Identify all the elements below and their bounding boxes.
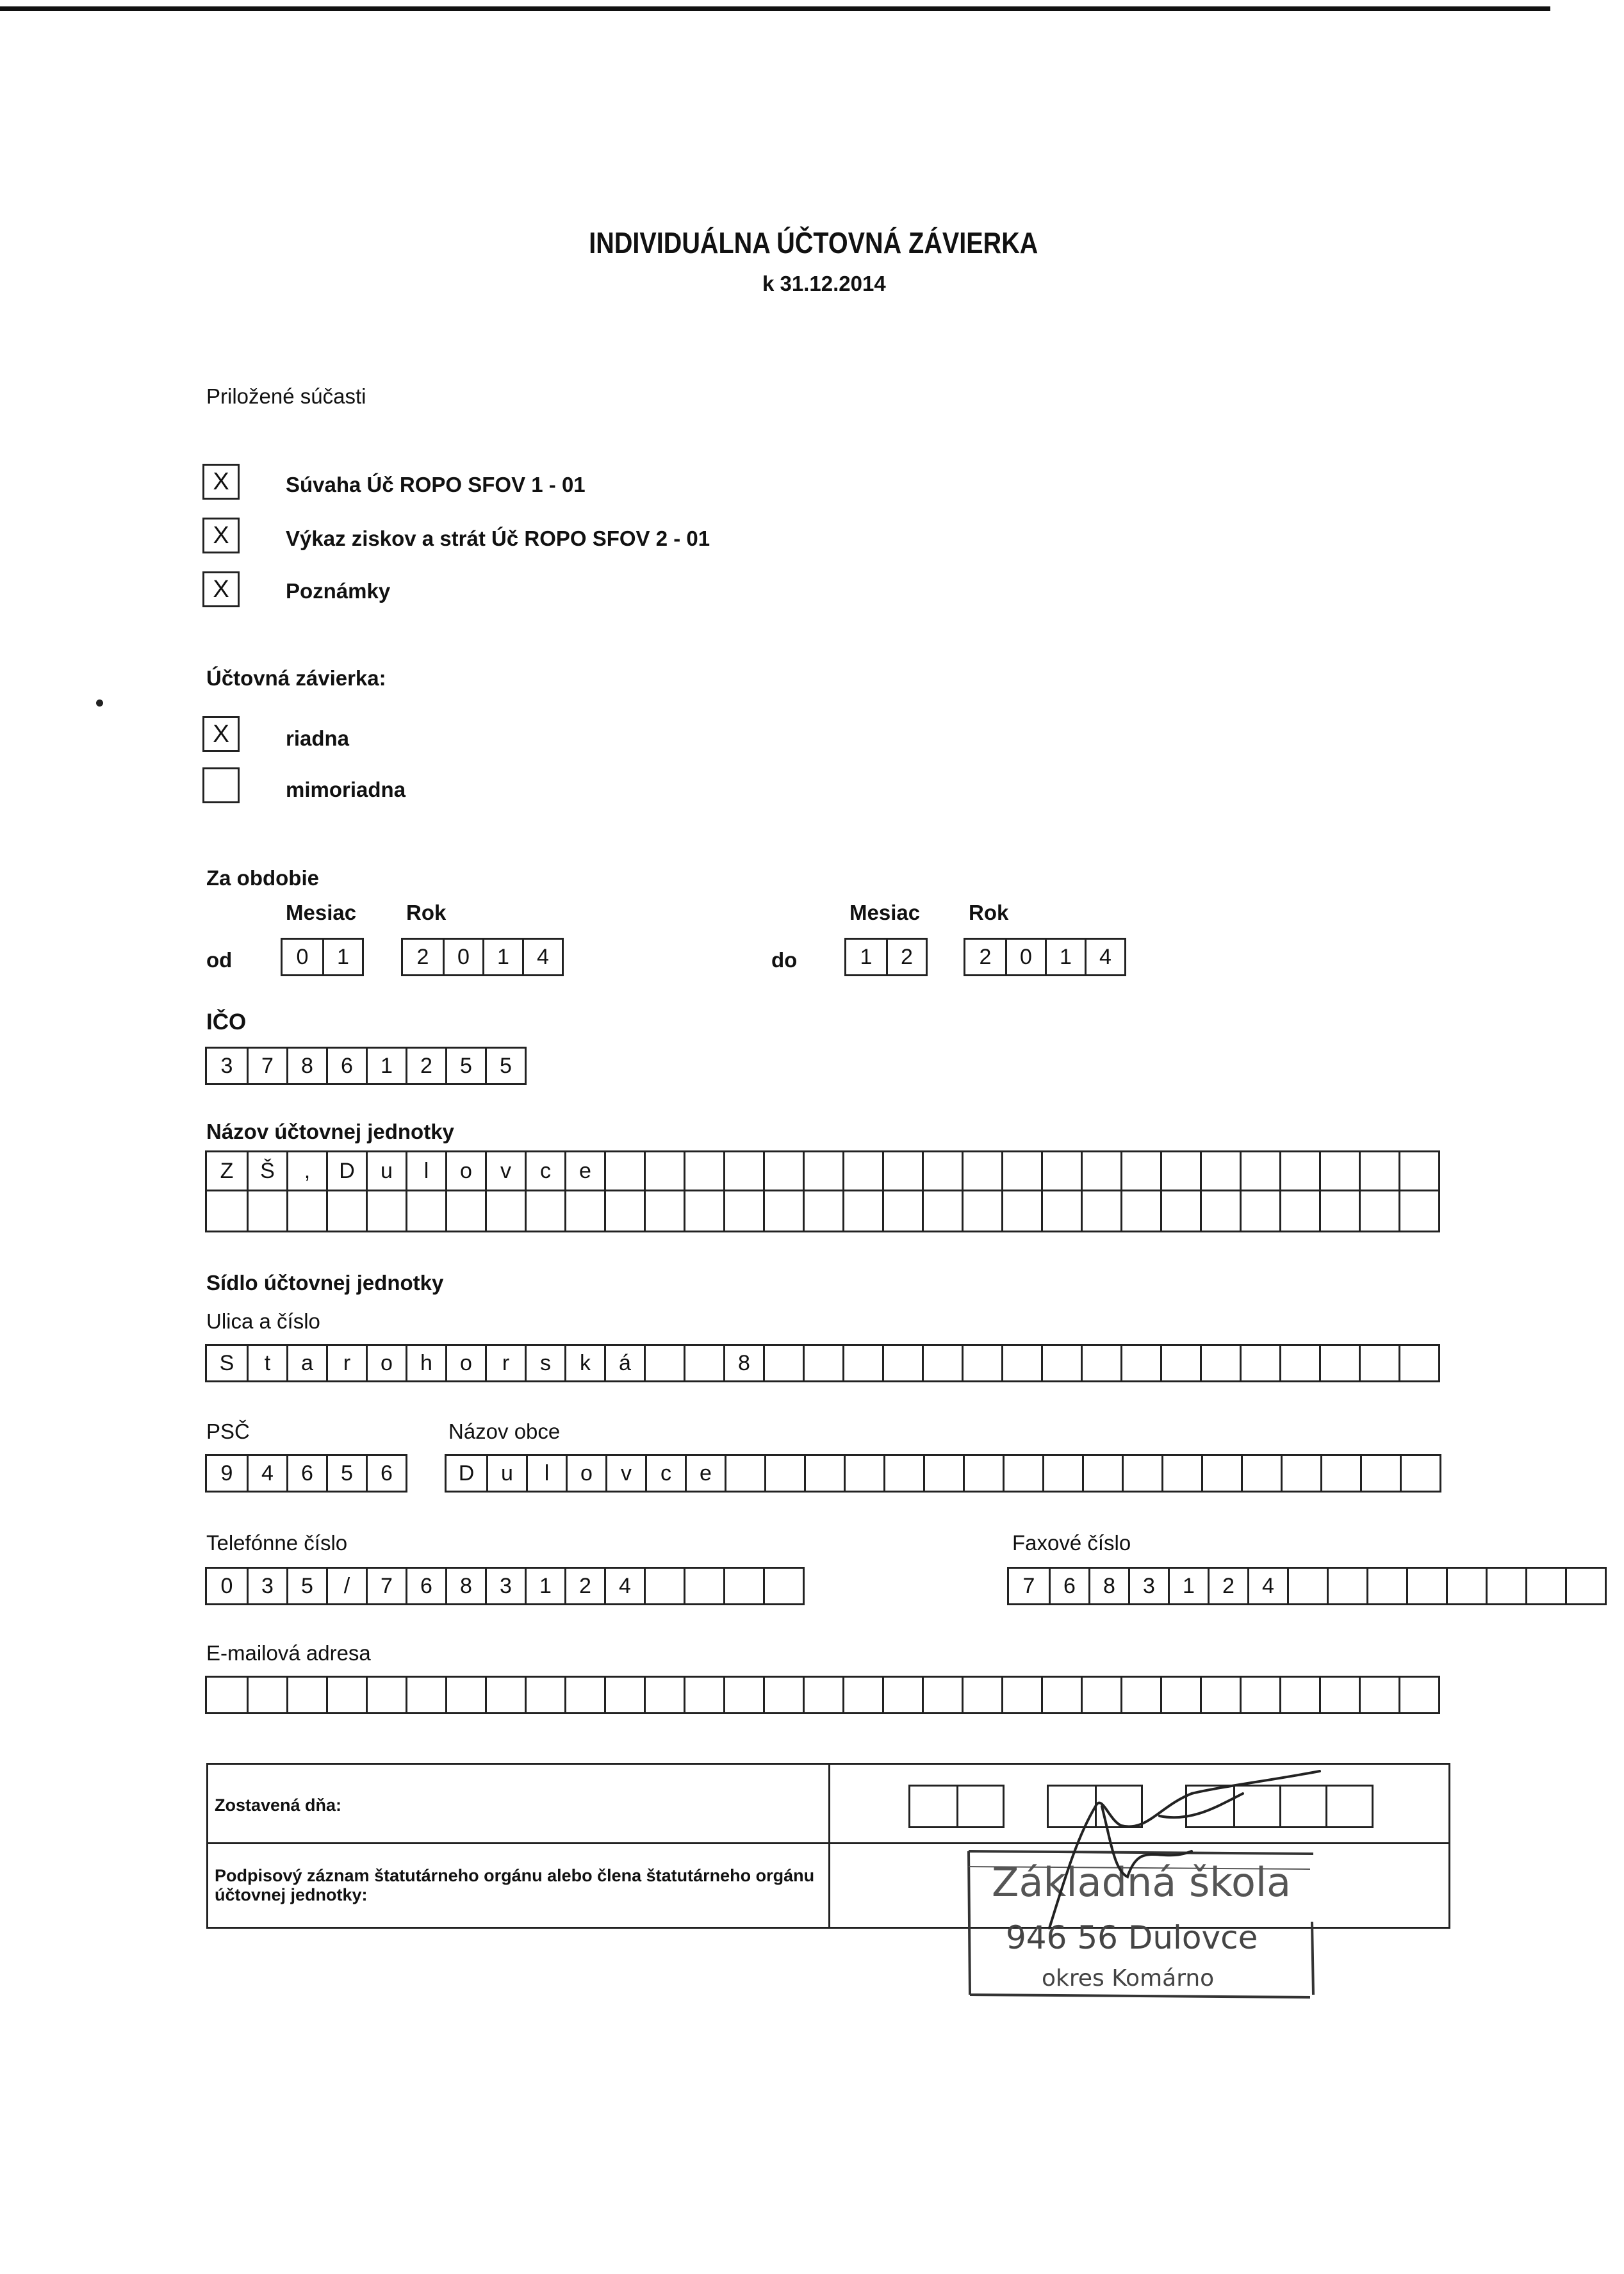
char-cell [485,1678,525,1712]
to-label: do [771,948,798,972]
char-cell [1360,1456,1400,1491]
compiled-day-field[interactable] [908,1785,1005,1828]
char-cell [763,1191,803,1231]
char-cell [644,1678,684,1712]
char-cell: 3 [485,1569,525,1603]
char-cell [247,1678,286,1712]
char-cell: e [564,1152,604,1190]
char-cell [564,1678,604,1712]
closing-date: k 31.12.2014 [762,272,886,295]
digit-cell: 1 [860,944,873,969]
from-month-field[interactable] [281,938,364,976]
fax-field[interactable] [1007,1567,1607,1605]
char-cell: o [445,1152,485,1190]
char-cell [1565,1569,1605,1603]
char-cell [1319,1346,1359,1380]
digit-cell: 2 [416,944,429,969]
char-cell: c [645,1456,685,1491]
char-cell [1041,1152,1081,1190]
city-field[interactable] [445,1454,1441,1493]
char-cell [1320,1456,1360,1491]
char-cell [1398,1191,1438,1231]
digit-cell: 5 [326,1456,366,1491]
char-cell [1281,1456,1320,1491]
seat-label: Sídlo účtovnej jednotky [206,1271,444,1295]
char-cell [1160,1346,1200,1380]
char-cell: 3 [1128,1569,1168,1603]
char-cell [604,1191,644,1231]
char-cell [1398,1152,1438,1190]
option-regular-label: riadna [286,726,350,750]
char-cell [723,1191,763,1231]
to-month-field[interactable] [844,938,928,976]
phone-label: Telefónne číslo [206,1531,348,1555]
char-cell [1160,1678,1200,1712]
char-cell [1081,1152,1120,1190]
char-cell [764,1456,804,1491]
char-cell [1319,1191,1359,1231]
char-cell [1200,1346,1240,1380]
char-cell [1003,1456,1042,1491]
char-cell: D [458,1460,475,1485]
char-cell: t [247,1346,286,1380]
char-cell: 8 [1088,1569,1128,1603]
char-cell [763,1569,803,1603]
char-cell [1359,1191,1398,1231]
char-cell [1001,1678,1041,1712]
char-cell [326,1191,366,1231]
char-cell [923,1456,963,1491]
char-cell [326,1678,366,1712]
char-cell [1486,1569,1525,1603]
char-cell [1201,1456,1241,1491]
char-cell [1279,1152,1319,1190]
char-cell [1200,1191,1240,1231]
char-cell [366,1191,406,1231]
char-cell: u [366,1152,406,1190]
attachment-notes-label: Poznámky [286,579,391,603]
psc-label: PSČ [206,1419,250,1443]
char-cell: 5 [286,1569,326,1603]
char-cell [1446,1569,1486,1603]
char-cell: 2 [564,1569,604,1603]
digit-cell: 0 [296,944,309,969]
char-cell: c [525,1152,564,1190]
char-cell [286,1678,326,1712]
char-cell [525,1678,564,1712]
char-cell [1041,1346,1081,1380]
char-cell [723,1152,763,1190]
entity-name-label: Názov účtovnej jednotky [206,1120,454,1143]
digit-cell: 6 [286,1456,326,1491]
char-cell [445,1191,485,1231]
digit-cell: 0 [1005,940,1045,974]
char-cell [763,1346,803,1380]
scan-dot [96,699,103,707]
stamp-line-3: okres Komárno [1042,1965,1215,1992]
option-extraordinary-label: mimoriadna [286,778,406,801]
char-cell [842,1678,882,1712]
char-cell: v [485,1152,525,1190]
char-cell: Š [247,1152,286,1190]
char-cell [882,1191,922,1231]
ico-field[interactable] [205,1047,527,1085]
char-cell: 0 [220,1573,233,1598]
char-cell [604,1152,644,1190]
char-cell [803,1191,842,1231]
digit-cell: 4 [247,1456,286,1491]
char-cell [1287,1569,1327,1603]
char-cell [684,1191,723,1231]
char-cell [1327,1569,1366,1603]
char-cell [207,1678,247,1712]
char-cell [1081,1678,1120,1712]
char-cell: l [406,1152,445,1190]
entity-name-field-row-2[interactable] [205,1191,1440,1232]
char-cell [1120,1346,1160,1380]
entity-name-field-row-1[interactable] [205,1150,1440,1191]
char-cell [1041,1678,1081,1712]
char-cell [604,1678,644,1712]
signature-table-divider [828,1765,830,1927]
digit-cell: 0 [443,940,482,974]
char-cell [842,1152,882,1190]
char-cell [882,1346,922,1380]
char-cell [1359,1152,1398,1190]
char-cell [684,1569,723,1603]
char-cell: s [525,1346,564,1380]
to-year-field[interactable] [964,938,1126,976]
digit-cell: 3 [220,1053,233,1078]
psc-field[interactable] [205,1454,407,1493]
ico-label: IČO [206,1010,247,1035]
digit-cell: 1 [322,940,362,974]
char-cell [1241,1456,1281,1491]
char-cell: v [605,1456,645,1491]
char-cell [962,1152,1001,1190]
char-cell [1122,1456,1161,1491]
date-cell [956,1787,1003,1826]
char-cell [962,1678,1001,1712]
date-cell [910,1787,956,1826]
closing-type-label: Účtovná závierka: [206,666,386,690]
char-cell: 1 [1168,1569,1208,1603]
from-month-header: Mesiac [286,901,357,924]
email-field[interactable] [205,1676,1440,1714]
attachment-balance-sheet-label: Súvaha Úč ROPO SFOV 1 - 01 [286,473,586,496]
attachments-label: Priložené súčasti [206,384,366,408]
char-cell: 6 [406,1569,445,1603]
signature-record-label: Podpisový záznam štatutárneho orgánu alebo člena štatutárneho orgánu účtovnej jednotky: [215,1866,815,1904]
char-cell [1319,1152,1359,1190]
char-cell [882,1678,922,1712]
char-cell [406,1678,445,1712]
checkbox-balance-sheet[interactable]: X [202,464,240,500]
digit-cell: 2 [979,944,992,969]
char-cell: o [366,1346,406,1380]
char-cell [1398,1678,1438,1712]
char-cell [1001,1152,1041,1190]
char-cell [1200,1678,1240,1712]
char-cell [803,1346,842,1380]
char-cell [1120,1152,1160,1190]
char-cell [1081,1346,1120,1380]
fax-label: Faxové číslo [1012,1531,1131,1555]
char-cell [763,1678,803,1712]
char-cell: u [486,1456,526,1491]
char-cell [1042,1456,1082,1491]
char-cell: 3 [247,1569,286,1603]
char-cell [207,1191,247,1231]
char-cell [803,1152,842,1190]
char-cell: l [526,1456,566,1491]
digit-cell: 5 [445,1049,485,1083]
char-cell [1081,1191,1120,1231]
digit-cell: 4 [1085,940,1124,974]
char-cell [644,1152,684,1190]
char-cell: 2 [1208,1569,1247,1603]
digit-cell: 8 [286,1049,326,1083]
from-label: od [206,948,233,972]
char-cell [1359,1346,1398,1380]
street-field[interactable] [205,1344,1440,1382]
char-cell: 7 [1022,1573,1035,1598]
char-cell [1041,1191,1081,1231]
char-cell [684,1346,723,1380]
char-cell [922,1678,962,1712]
char-cell [1279,1191,1319,1231]
char-cell: 6 [1049,1569,1088,1603]
char-cell [1398,1346,1438,1380]
char-cell [684,1152,723,1190]
char-cell: / [326,1569,366,1603]
char-cell [684,1678,723,1712]
attachment-profit-loss-label: Výkaz ziskov a strát Úč ROPO SFOV 2 - 01 [286,527,710,550]
street-label: Ulica a číslo [206,1309,320,1333]
char-cell: , [286,1152,326,1190]
char-cell: 8 [723,1346,763,1380]
digit-cell: 6 [366,1456,406,1491]
char-cell: h [406,1346,445,1380]
digit-cell: 6 [326,1049,366,1083]
to-year-header: Rok [969,901,1009,924]
char-cell: o [445,1346,485,1380]
char-cell [1160,1191,1200,1231]
char-cell [1240,1346,1279,1380]
digit-cell: 1 [366,1049,406,1083]
char-cell [1001,1346,1041,1380]
char-cell [962,1346,1001,1380]
char-cell [723,1569,763,1603]
email-label: E-mailová adresa [206,1641,371,1665]
digit-cell: 1 [482,940,522,974]
char-cell [725,1456,764,1491]
char-cell: 4 [1247,1569,1287,1603]
char-cell [1366,1569,1406,1603]
checkbox-regular[interactable]: X [202,716,240,752]
digit-cell: 4 [522,940,562,974]
char-cell [1200,1152,1240,1190]
char-cell [883,1456,923,1491]
char-cell [1279,1678,1319,1712]
char-cell [1240,1191,1279,1231]
char-cell [1279,1346,1319,1380]
char-cell [644,1191,684,1231]
to-month-header: Mesiac [849,901,921,924]
char-cell [1161,1456,1201,1491]
checkbox-notes[interactable]: X [202,571,240,607]
char-cell: S [219,1350,234,1375]
char-cell: o [566,1456,605,1491]
char-cell: k [564,1346,604,1380]
char-cell [644,1346,684,1380]
char-cell [763,1152,803,1190]
phone-field[interactable] [205,1567,805,1605]
char-cell [286,1191,326,1231]
char-cell [1240,1678,1279,1712]
char-cell [1120,1191,1160,1231]
handwritten-signature [999,1768,1333,1941]
char-cell [922,1191,962,1231]
char-cell [644,1569,684,1603]
char-cell [1406,1569,1446,1603]
char-cell [803,1678,842,1712]
char-cell: Z [220,1158,234,1183]
char-cell [406,1191,445,1231]
char-cell: 7 [366,1569,406,1603]
char-cell [1082,1456,1122,1491]
from-year-header: Rok [406,901,447,924]
char-cell [445,1678,485,1712]
from-year-field[interactable] [401,938,564,976]
char-cell: r [485,1346,525,1380]
char-cell [247,1191,286,1231]
digit-cell: 5 [485,1049,525,1083]
char-cell [1319,1678,1359,1712]
char-cell [882,1152,922,1190]
digit-cell: 7 [247,1049,286,1083]
checkbox-profit-loss[interactable]: X [202,518,240,553]
digit-cell: 2 [886,940,926,974]
page-title: INDIVIDUÁLNA ÚČTOVNÁ ZÁVIERKA [589,226,1038,259]
char-cell [1240,1152,1279,1190]
char-cell [1001,1191,1041,1231]
checkbox-extraordinary[interactable] [202,767,240,803]
top-scan-line [0,6,1550,11]
char-cell [1525,1569,1565,1603]
stamp-line-1: Základná škola [992,1859,1292,1906]
char-cell: 8 [445,1569,485,1603]
char-cell [844,1456,883,1491]
char-cell: D [326,1152,366,1190]
char-cell [723,1678,763,1712]
digit-cell: 1 [1045,940,1085,974]
period-label: Za obdobie [206,866,319,890]
digit-cell: 2 [406,1049,445,1083]
char-cell [962,1191,1001,1231]
char-cell: á [604,1346,644,1380]
char-cell [366,1678,406,1712]
char-cell [564,1191,604,1231]
char-cell [1400,1456,1439,1491]
char-cell: e [685,1456,725,1491]
stamp-line-2: 946 56 Dulovce [1006,1919,1258,1956]
char-cell [804,1456,844,1491]
char-cell [485,1191,525,1231]
compiled-date-label: Zostavená dňa: [215,1795,342,1815]
char-cell [1120,1678,1160,1712]
char-cell: 1 [525,1569,564,1603]
char-cell: r [326,1346,366,1380]
char-cell [525,1191,564,1231]
char-cell: a [286,1346,326,1380]
char-cell [1359,1678,1398,1712]
digit-cell: 9 [220,1460,233,1485]
char-cell: 4 [604,1569,644,1603]
char-cell [842,1346,882,1380]
char-cell [1160,1152,1200,1190]
char-cell [922,1346,962,1380]
char-cell [842,1191,882,1231]
city-label: Názov obce [448,1419,561,1443]
char-cell [922,1152,962,1190]
char-cell [963,1456,1003,1491]
